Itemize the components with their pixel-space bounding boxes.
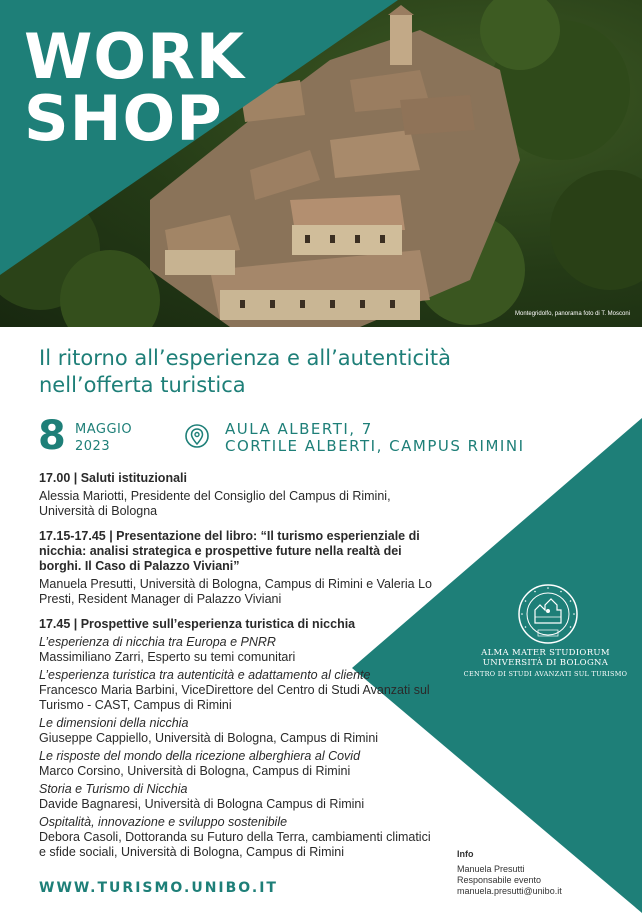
- talk-speaker: Davide Bagnaresi, Università di Bologna Campus di Rimini: [39, 797, 365, 811]
- session-2-text: Manuela Presutti, Università di Bologna, Campus di Rimini e Valeria Lo Presti, Resident Manager di Palazzo Viviani: [39, 577, 433, 606]
- date-day: 8: [38, 413, 66, 459]
- talk-title: Le risposte del mondo della ricezione alberghiera al Covid: [39, 749, 361, 763]
- date-year: 2023: [75, 439, 111, 454]
- university-line2: UNIVERSITÀ DI BOLOGNA: [482, 658, 609, 668]
- talk-title: Storia e Turismo di Nicchia: [39, 782, 188, 796]
- info-role: Responsabile evento: [457, 875, 542, 885]
- session-1-heading: 17.00 | Saluti istituzionali: [39, 471, 187, 485]
- info-name: Manuela Presutti: [457, 864, 525, 874]
- talk-title: Ospitalità, innovazione e sviluppo sostenibile: [39, 815, 288, 829]
- talk-item: [39, 815, 439, 860]
- session-2-heading: 17.15-17.45 | Presentazione del libro: “Il turismo esperienziale di nicchia: analisi strategica e prospettive future nella realtà dei borghi. Il Caso di Palazzo Viviani”: [39, 529, 420, 573]
- talk-item: [39, 782, 439, 812]
- university-seal-logo: [517, 583, 579, 645]
- session-2: [39, 529, 439, 607]
- talk-title: L’esperienza di nicchia tra Europa e PNRR: [39, 635, 276, 649]
- session-1-text: Alessia Mariotti, Presidente del Consiglio del Campus di Rimini, Università di Bologna: [39, 489, 391, 518]
- talk-item: [39, 716, 439, 746]
- location: [225, 421, 525, 455]
- talk-title: L’esperienza turistica tra autenticità e adattamento al cliente: [39, 668, 371, 682]
- talk-title: Le dimensioni della nicchia: [39, 716, 189, 730]
- university-name: [453, 648, 638, 668]
- talk-speaker: Giuseppe Cappiello, Università di Bologna, Campus di Rimini: [39, 731, 379, 745]
- session-3-heading: 17.45 | Prospettive sull’esperienza turistica di nicchia: [39, 617, 356, 631]
- workshop-title-line1: WORK: [24, 20, 245, 93]
- event-title: Il ritorno all’esperienza e all’autenticità nell’offerta turistica: [39, 346, 451, 397]
- photo-caption: Montegridolfo, panorama foto di T. Mosconi: [515, 311, 630, 317]
- university-line1: ALMA MATER STUDIORUM: [481, 648, 610, 658]
- university-centre: CENTRO DI STUDI AVANZATI SUL TURISMO: [463, 670, 628, 678]
- location-line2: CORTILE ALBERTI, CAMPUS RIMINI: [225, 437, 525, 455]
- date-month-year: [75, 421, 132, 455]
- talk-speaker: Debora Casoli, Dottoranda su Futuro della Terra, cambiamenti climatici e sfide sociali, Università di Bologna, Campus di Rimini: [39, 830, 431, 859]
- talk-item: [39, 635, 439, 665]
- talk-speaker: Massimiliano Zarri, Esperto su temi comunitari: [39, 650, 296, 664]
- session-3: [39, 617, 439, 860]
- session-1: [39, 471, 439, 519]
- talk-speaker: Marco Corsino, Università di Bologna, Campus di Rimini: [39, 764, 351, 778]
- talk-item: [39, 749, 439, 779]
- talk-speaker: Francesco Maria Barbini, ViceDirettore del Centro di Studi Avanzati sul Turismo - CAST, Campus di Rimini: [39, 683, 430, 712]
- location-line1: AULA ALBERTI, 7: [225, 420, 373, 438]
- info-email[interactable]: manuela.presutti@unibo.it: [457, 886, 562, 896]
- info-box: [457, 849, 562, 897]
- workshop-title-line2: SHOP: [24, 82, 223, 155]
- date-month: MAGGIO: [75, 422, 133, 437]
- talk-item: [39, 668, 439, 713]
- location-pin-icon: [185, 424, 209, 456]
- program: [39, 471, 439, 870]
- website-link[interactable]: WWW.TURISMO.UNIBO.IT: [39, 880, 278, 896]
- info-heading: Info: [457, 849, 474, 859]
